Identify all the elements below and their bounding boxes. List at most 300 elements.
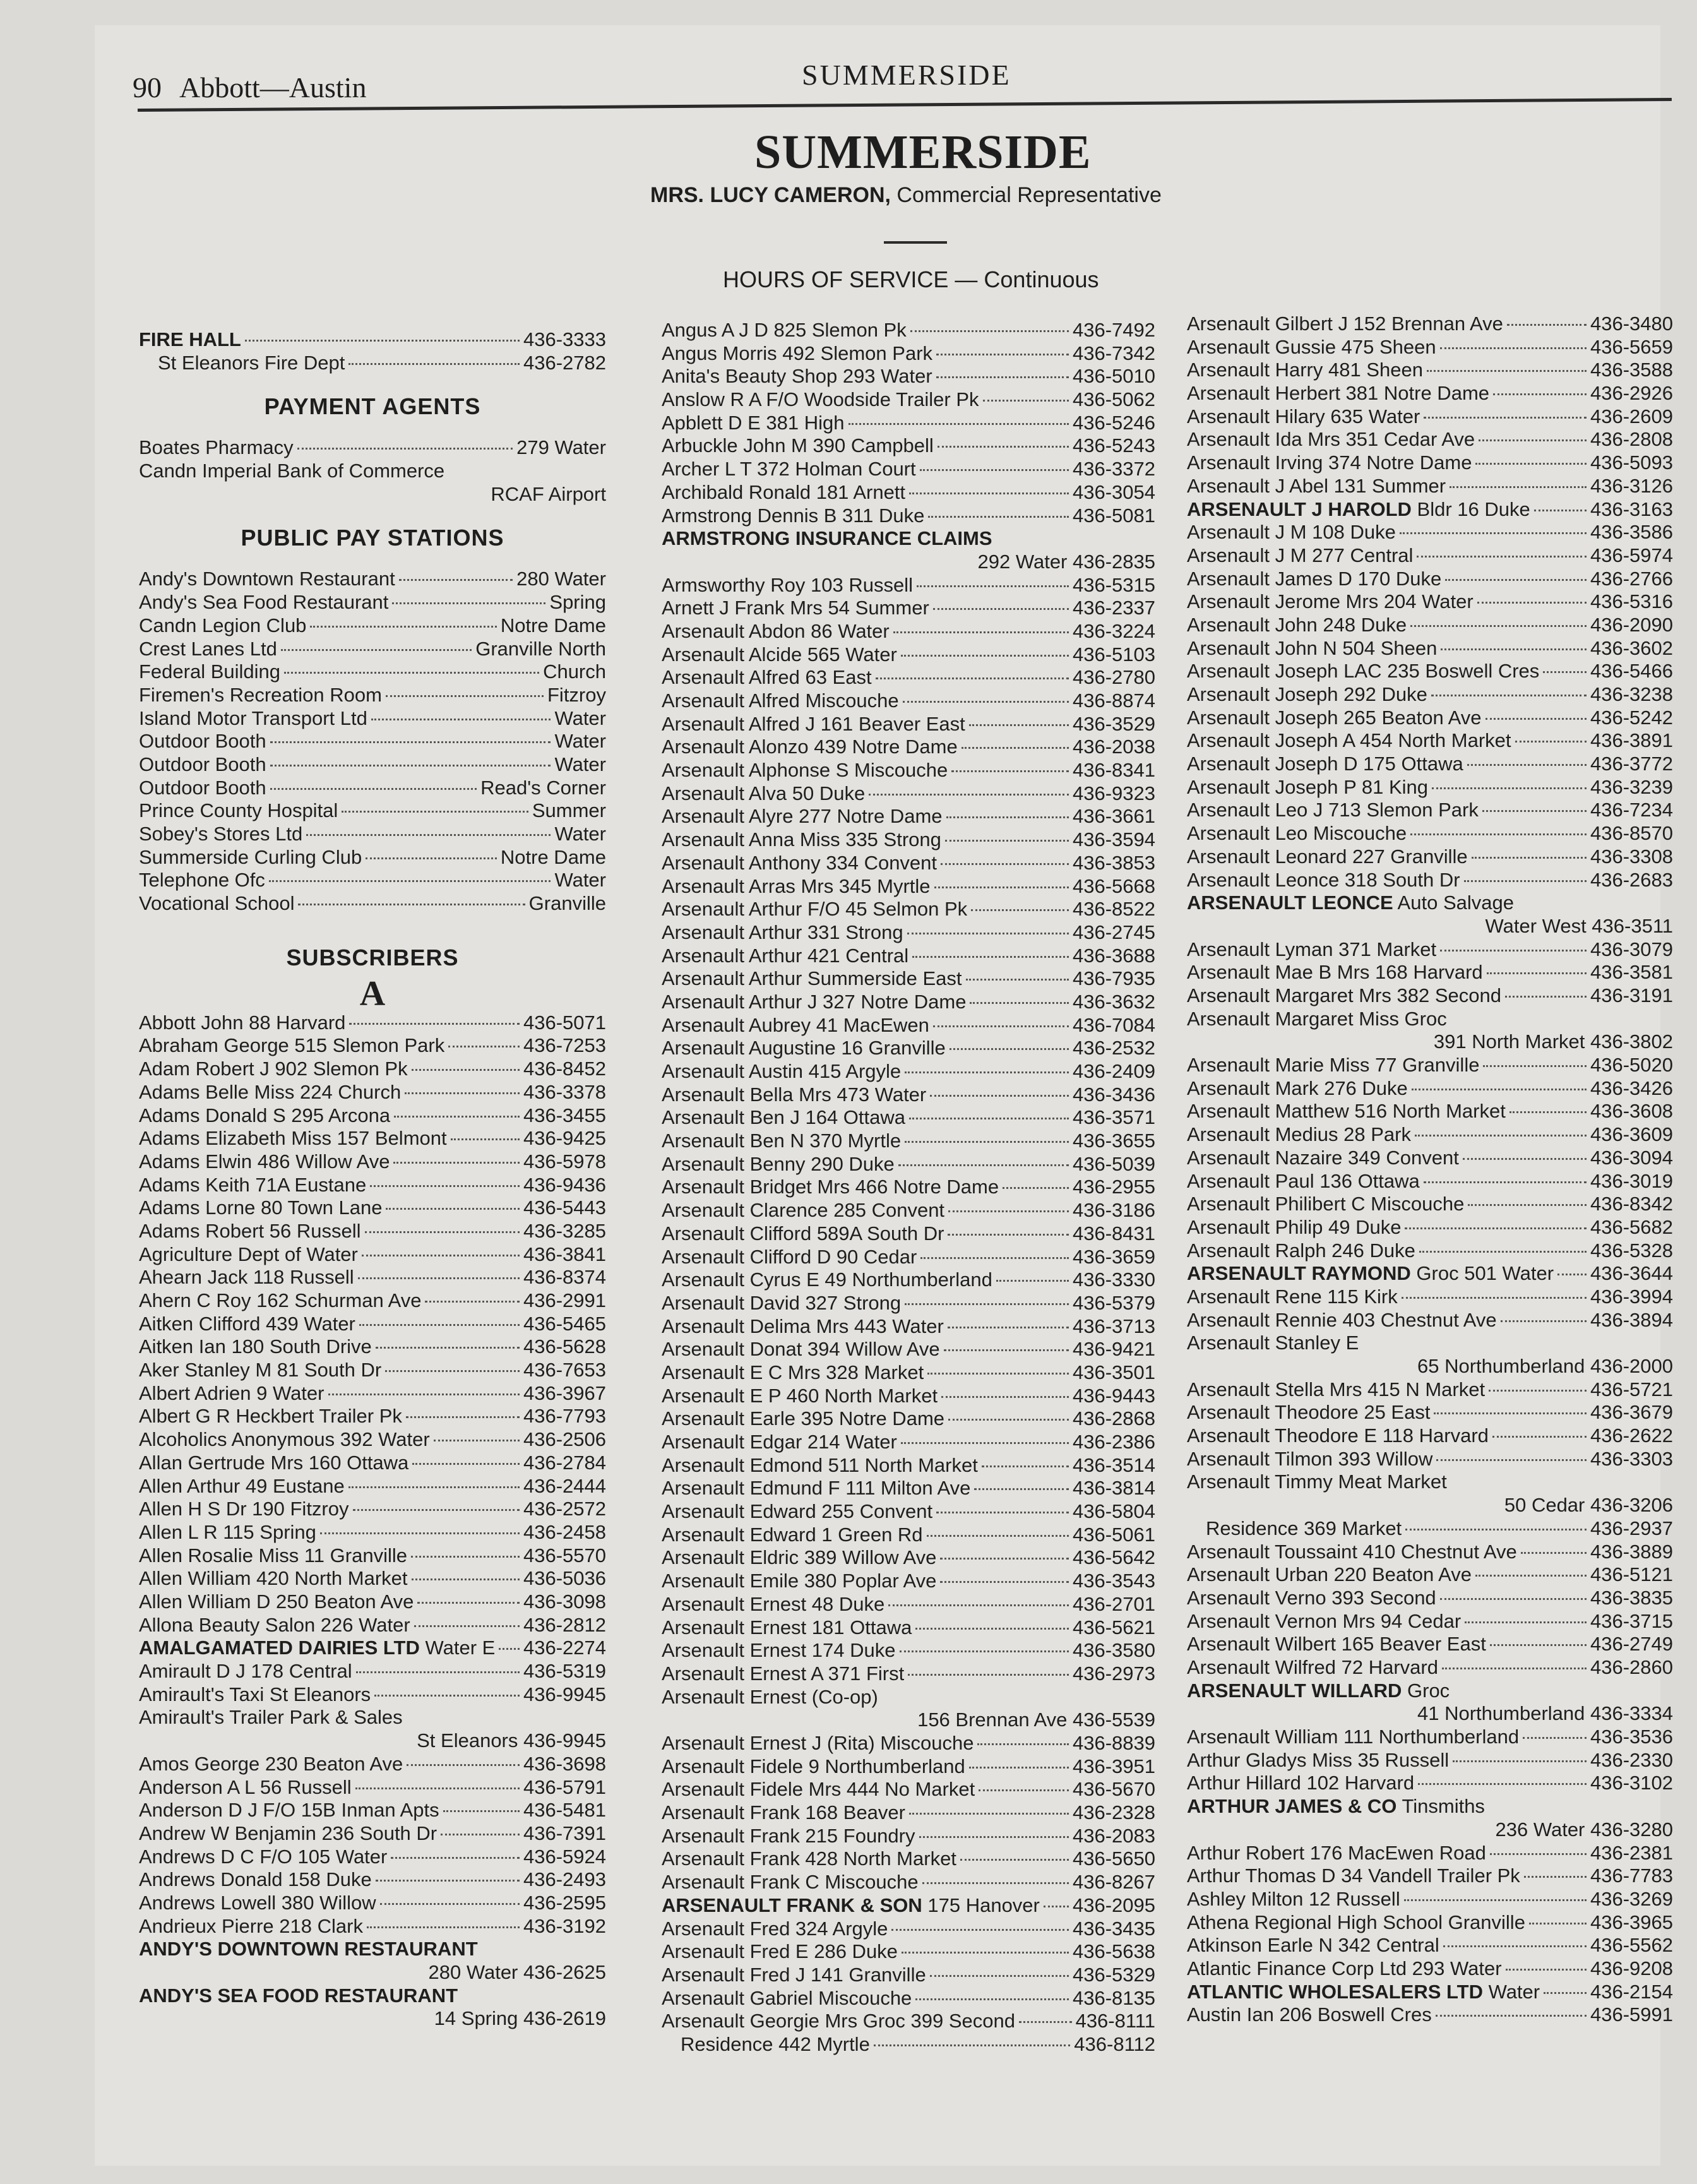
listing-phone: 436-8431 — [1072, 1222, 1155, 1244]
leader-dots — [1524, 1876, 1587, 1878]
listing-entry — [139, 328, 606, 352]
listing-name-text: Firemen's Recreation Room — [139, 683, 382, 706]
listing-entry — [139, 1243, 606, 1267]
leader-dots — [298, 904, 525, 905]
listing-phone: 436-5061 — [1072, 1523, 1155, 1546]
listing-phone: 436-5316 — [1590, 590, 1673, 613]
listing-entry — [662, 1477, 1155, 1500]
listing-phone: 436-5682 — [1590, 1215, 1673, 1238]
listing-phone: 436-3098 — [523, 1590, 606, 1613]
leader-dots — [412, 1069, 520, 1071]
listing-entry — [662, 1894, 1155, 1918]
leader-dots — [1432, 787, 1587, 789]
listing-address-phone: 14 Spring 436-2619 — [434, 2007, 606, 2030]
listing-entry — [1187, 1054, 1673, 1077]
listing-name-text: Arsenault Tilmon 393 Willow — [1187, 1447, 1433, 1470]
listing-name — [662, 412, 845, 435]
listing-name-text: Boates Pharmacy — [139, 436, 294, 459]
listing-phone: 436-3308 — [1590, 845, 1673, 868]
leader-dots — [1467, 764, 1587, 766]
listing-name — [139, 1846, 387, 1869]
listing-name — [1187, 707, 1482, 730]
listing-phone: 436-3333 — [523, 328, 606, 350]
listing-phone: 436-5071 — [523, 1011, 606, 1034]
listing-phone: 436-2784 — [523, 1451, 606, 1474]
leader-dots — [1486, 718, 1587, 720]
leader-dots — [306, 834, 551, 836]
listing-phone: 436-2701 — [1072, 1592, 1155, 1615]
listing-phone: 436-5650 — [1072, 1847, 1155, 1870]
listing-name-text: Arsenault John 248 Duke — [1187, 613, 1407, 636]
leader-dots — [951, 770, 1069, 772]
listing-name — [139, 660, 280, 684]
listing-name — [662, 1570, 936, 1593]
pay-stations-list — [139, 568, 606, 915]
listing-name — [662, 1268, 992, 1292]
page-number: 90 — [133, 71, 162, 104]
listing-name — [1187, 984, 1501, 1008]
listing-name-text: Allan Gertrude Mrs 160 Ottawa — [139, 1451, 409, 1474]
listing-name — [662, 689, 899, 713]
listing-entry — [662, 1546, 1155, 1570]
listing-name — [662, 1500, 932, 1524]
listing-name-text: Amirault's Taxi St Eleanors — [139, 1683, 371, 1705]
listing-name — [662, 1918, 888, 1941]
listing-name-text: Adams Elizabeth Miss 157 Belmont — [139, 1127, 447, 1150]
listing-entry — [1187, 1934, 1673, 1957]
leader-dots — [1019, 2021, 1072, 2023]
leader-dots — [905, 1303, 1069, 1305]
listing-phone: 436-2274 — [523, 1637, 606, 1659]
listing-name — [662, 458, 916, 481]
listing-entry — [662, 852, 1155, 875]
guide-words: Abbott—Austin — [179, 71, 367, 104]
listing-entry — [662, 1361, 1155, 1385]
listing-phone: 436-2154 — [1590, 1980, 1673, 2003]
listing-extra: Water — [1482, 1980, 1540, 2003]
listing-entry — [1187, 590, 1673, 614]
listing-name-text: Outdoor Booth — [139, 730, 266, 753]
listing-phone: 436-2780 — [1072, 666, 1155, 689]
listing-name-text: Adams Lorne 80 Town Lane — [139, 1196, 383, 1219]
listing-entry — [1187, 845, 1673, 869]
listing-name-text: Arsenault Urban 220 Beaton Ave — [1187, 1563, 1472, 1586]
listing-name-text: Crest Lanes Ltd — [139, 637, 277, 660]
listing-entry — [139, 777, 606, 800]
leader-dots — [434, 1440, 520, 1441]
listing-name-text: Arsenault Edmund F 111 Milton Ave — [662, 1477, 971, 1500]
listing-entry — [139, 1776, 606, 1799]
listing-phone: Fitzroy — [547, 683, 606, 706]
listing-entry — [1187, 544, 1673, 568]
leader-dots — [412, 1463, 520, 1465]
listing-phone: 436-3378 — [523, 1080, 606, 1103]
leader-dots — [874, 2044, 1070, 2046]
listing-entry — [1187, 1981, 1673, 2004]
listing-entry — [662, 1246, 1155, 1269]
listing-name-text: Arthur Robert 176 MacEwen Road — [1187, 1841, 1486, 1864]
leader-dots — [915, 1998, 1069, 2000]
listing-name-text: Arnett J Frank Mrs 54 Summer — [662, 597, 929, 619]
listing-entry — [1187, 614, 1673, 637]
listing-phone: 436-3772 — [1590, 753, 1673, 775]
listing-name — [1187, 1401, 1430, 1424]
listing-name-text: Andrew W Benjamin 236 South Dr — [139, 1822, 438, 1844]
listing-entry — [1187, 1008, 1673, 1054]
listing-entry — [662, 875, 1155, 898]
listing-entry — [1187, 1286, 1673, 1309]
listing-phone: Spring — [549, 591, 606, 614]
listing-entry — [662, 481, 1155, 504]
leader-dots — [950, 1048, 1069, 1050]
listing-phone: 436-3586 — [1590, 521, 1673, 544]
listing-name-text: Allona Beauty Salon 226 Water — [139, 1613, 410, 1636]
listing-phone: 436-5243 — [1072, 434, 1155, 457]
listing-entry — [662, 504, 1155, 528]
leader-dots — [1505, 996, 1587, 998]
listing-name-text: Allen Rosalie Miss 11 Granville — [139, 1544, 407, 1566]
listing-name-text: Aitken Clifford 439 Water — [139, 1312, 355, 1335]
listing-name — [662, 527, 1155, 551]
listing-name — [662, 1431, 897, 1454]
listing-name — [1187, 1842, 1486, 1865]
leader-dots — [407, 1764, 520, 1766]
listing-entry — [662, 1662, 1155, 1686]
listing-phone: 436-8342 — [1590, 1193, 1673, 1215]
listing-entry — [1187, 1239, 1673, 1263]
listing-phone: 436-5668 — [1072, 874, 1155, 897]
leader-dots — [848, 423, 1069, 425]
column-3 — [1187, 313, 1673, 2027]
leader-dots — [912, 956, 1069, 958]
leader-dots — [1405, 1529, 1587, 1531]
listing-phone: 436-5791 — [523, 1775, 606, 1798]
leader-dots — [970, 1002, 1069, 1004]
listing-address-phone: 280 Water 436-2625 — [428, 1961, 606, 1984]
listing-name — [139, 730, 266, 753]
listing-entry — [139, 1544, 606, 1568]
leader-dots — [353, 1509, 520, 1511]
listing-entry — [662, 1268, 1155, 1292]
listing-phone: Notre Dame — [500, 614, 606, 636]
listing-name-text: Prince County Hospital — [139, 799, 338, 822]
listing-name-text: Arsenault Arthur F/O 45 Selmon Pk — [662, 898, 968, 921]
leader-dots — [281, 649, 472, 651]
listing-name-text: Arsenault Vernon Mrs 94 Cedar — [1187, 1609, 1462, 1632]
listing-name-text: Adams Donald S 295 Arcona — [139, 1104, 391, 1126]
leader-dots — [386, 695, 544, 697]
listing-entry — [662, 1825, 1155, 1848]
leader-dots — [269, 880, 551, 882]
listing-name — [139, 892, 294, 916]
leader-dots — [1543, 671, 1587, 673]
listing-name — [139, 1220, 361, 1243]
listing-entry — [662, 1014, 1155, 1037]
leader-dots — [945, 840, 1069, 842]
listing-entry — [139, 660, 606, 684]
listing-entry — [1187, 405, 1673, 429]
listing-entry — [1187, 1216, 1673, 1239]
listing-entry — [139, 1799, 606, 1822]
listing-entry — [1187, 498, 1673, 522]
listing-name — [139, 1521, 316, 1544]
listing-phone: 280 Water — [516, 568, 606, 590]
listing-entry — [1187, 799, 1673, 822]
leader-dots — [1479, 439, 1587, 441]
listing-name-text: ARSENAULT WILLARD — [1187, 1679, 1402, 1702]
listing-entry — [662, 1801, 1155, 1825]
listing-name — [662, 434, 934, 458]
listing-entry — [662, 2010, 1155, 2033]
listing-phone: 436-5036 — [523, 1567, 606, 1590]
listing-name — [662, 1987, 912, 2010]
listing-entry — [1187, 1633, 1673, 1656]
listing-entry — [662, 342, 1155, 366]
listing-entry — [662, 1222, 1155, 1246]
leader-dots — [1443, 1945, 1587, 1947]
listing-entry — [139, 1753, 606, 1776]
listing-name-text: Arsenault Georgie Mrs Groc 399 Second — [662, 2010, 1015, 2032]
leader-dots — [376, 1347, 520, 1349]
listing-entry — [662, 1940, 1155, 1964]
leader-dots — [1431, 695, 1587, 696]
listing-phone: 436-3967 — [523, 1381, 606, 1404]
leader-dots — [1445, 579, 1587, 581]
listing-name — [1187, 1448, 1432, 1471]
listing-name — [662, 620, 890, 643]
listing-name — [662, 1037, 946, 1060]
leader-dots — [936, 1512, 1069, 1513]
listing-entry — [1187, 1911, 1673, 1935]
listing-phone: 436-7793 — [523, 1405, 606, 1428]
listing-name-text: Athena Regional High School Granville — [1187, 1911, 1525, 1933]
leader-dots — [893, 631, 1069, 633]
listing-phone: 436-9436 — [523, 1173, 606, 1196]
listing-entry — [139, 1892, 606, 1915]
listing-entry — [662, 736, 1155, 759]
leader-dots — [919, 1836, 1069, 1838]
listing-name — [139, 1382, 325, 1405]
listing-name — [1187, 382, 1489, 405]
listing-name — [139, 1799, 439, 1822]
listing-phone: 436-2095 — [1072, 1894, 1155, 1916]
listing-phone: 436-3608 — [1590, 1100, 1673, 1123]
listing-phone: 436-2782 — [523, 351, 606, 374]
leader-dots — [901, 1442, 1069, 1444]
listing-address-phone: 65 Northumberland 436-2000 — [1417, 1355, 1673, 1378]
listing-name — [1187, 938, 1436, 962]
leader-dots — [1477, 602, 1587, 604]
listing-phone: 436-3965 — [1590, 1911, 1673, 1933]
listing-name — [662, 2010, 1015, 2033]
listing-entry — [139, 1984, 606, 2031]
listing-name-text: Arsenault Hilary 635 Water — [1187, 405, 1420, 427]
listing-phone: 436-3602 — [1590, 636, 1673, 659]
listing-name-text: Arsenault Aubrey 41 MacEwen — [662, 1013, 929, 1036]
listing-phone: 436-5924 — [523, 1845, 606, 1868]
leader-dots — [909, 492, 1069, 494]
listing-entry — [662, 1338, 1155, 1361]
leader-dots — [941, 1396, 1069, 1398]
listing-name-text: Arsenault Alfred J 161 Beaver East — [662, 712, 965, 735]
listing-entry — [662, 574, 1155, 597]
listing-phone: 436-2868 — [1072, 1407, 1155, 1430]
listing-entry — [139, 1614, 606, 1637]
listing-entry — [662, 898, 1155, 921]
listing-name-text: Adams Keith 71A Eustane — [139, 1173, 367, 1196]
listing-extra: Auto Salvage — [1393, 892, 1514, 914]
listing-name — [662, 1940, 898, 1964]
listing-entry — [1187, 961, 1673, 984]
leader-dots — [1442, 1668, 1587, 1669]
listing-phone: Granville North — [475, 637, 606, 660]
leader-dots — [1424, 417, 1587, 419]
listing-name-text: Adam Robert J 902 Slemon Pk — [139, 1058, 408, 1080]
listing-name-text: Anita's Beauty Shop 293 Water — [662, 365, 932, 388]
listing-entry — [662, 1639, 1155, 1662]
listing-name — [1187, 1610, 1461, 1633]
listing-entry — [139, 591, 606, 614]
listing-phone: 436-3715 — [1590, 1609, 1673, 1632]
leader-dots — [920, 469, 1069, 471]
listing-phone: 436-3126 — [1590, 474, 1673, 497]
listing-name-text: ARSENAULT LEONCE — [1187, 892, 1393, 914]
listing-phone: 436-5039 — [1072, 1152, 1155, 1175]
listing-phone: 436-3224 — [1072, 619, 1155, 642]
listing-phone: 436-3426 — [1590, 1077, 1673, 1099]
leader-dots — [1412, 1089, 1587, 1090]
listing-phone: 436-5319 — [523, 1660, 606, 1683]
listing-name-text: Outdoor Booth — [139, 753, 266, 775]
listing-entry — [1187, 1471, 1673, 1517]
listing-name — [1187, 1911, 1525, 1935]
leader-dots — [392, 602, 545, 604]
listing-phone: 436-2444 — [523, 1474, 606, 1497]
listing-entry — [139, 1289, 606, 1313]
listing-entry — [662, 713, 1155, 736]
listing-phone: 436-5562 — [1590, 1934, 1673, 1957]
listing-name-text: Agriculture Dept of Water — [139, 1243, 358, 1265]
listing-name — [139, 591, 388, 614]
leader-dots — [362, 1255, 520, 1256]
leader-dots — [1490, 1644, 1587, 1646]
listing-entry — [139, 1706, 606, 1752]
leader-dots — [1489, 1390, 1587, 1392]
listing-name-text: Outdoor Booth — [139, 776, 266, 799]
listing-phone: 436-3891 — [1590, 729, 1673, 752]
listing-name-text: Arsenault Herbert 381 Notre Dame — [1187, 382, 1490, 405]
listing-name — [662, 1477, 970, 1500]
running-head — [133, 71, 366, 104]
leader-dots — [983, 400, 1069, 402]
listing-name — [1187, 1424, 1489, 1448]
listing-phone: 436-3594 — [1072, 828, 1155, 851]
listing-name — [1187, 1888, 1400, 1911]
listing-extra: Tinsmiths — [1396, 1795, 1485, 1818]
listing-name-text: Aker Stanley M 81 South Dr — [139, 1359, 382, 1381]
listing-name — [139, 1567, 408, 1590]
listing-name-text: Arthur Gladys Miss 35 Russell — [1187, 1748, 1450, 1771]
listing-name — [662, 828, 941, 852]
listing-entry — [1187, 1842, 1673, 1865]
listing-name-text: Arsenault David 327 Strong — [662, 1291, 902, 1314]
leader-dots — [1463, 1158, 1587, 1160]
leader-dots — [888, 1604, 1069, 1606]
listing-name-text: Arsenault Clifford D 90 Cedar — [662, 1245, 917, 1268]
listing-name-text: Arsenault Gilbert J 152 Brennan Ave — [1187, 313, 1503, 335]
listing-name-text: Arsenault Arthur Summerside East — [662, 967, 962, 990]
listing-entry — [139, 1660, 606, 1683]
listing-entry — [1187, 1680, 1673, 1726]
listing-entry — [662, 921, 1155, 945]
listing-phone: 436-5465 — [523, 1312, 606, 1335]
listing-name-text: Angus A J D 825 Slemon Pk — [662, 319, 907, 341]
listing-phone: 436-3609 — [1590, 1123, 1673, 1146]
listing-entry — [662, 782, 1155, 806]
listing-name — [139, 1313, 355, 1336]
leader-dots — [1418, 1783, 1587, 1785]
listing-name-text: Austin Ian 206 Boswell Cres — [1187, 2003, 1432, 2026]
listing-name — [662, 1755, 965, 1779]
listing-entry — [662, 1130, 1155, 1153]
listing-entry — [1187, 451, 1673, 475]
listing-name — [662, 319, 907, 342]
listing-name — [139, 1289, 421, 1313]
leader-dots — [443, 1810, 520, 1812]
listing-name-text: Arthur Thomas D 34 Vandell Trailer Pk — [1187, 1865, 1520, 1887]
listing-name-text: FIRE HALL — [139, 328, 241, 350]
leader-dots — [1507, 324, 1587, 326]
listing-name-text: Arsenault Arthur 421 Central — [662, 944, 909, 967]
leader-dots — [1003, 1187, 1069, 1189]
listing-phone: 436-3713 — [1072, 1315, 1155, 1337]
listing-phone: 436-5481 — [523, 1799, 606, 1822]
leader-dots — [948, 1234, 1069, 1236]
listing-name — [1187, 1170, 1420, 1193]
leader-dots — [982, 1465, 1069, 1467]
listing-name-text: Archer L T 372 Holman Court — [662, 458, 916, 480]
listing-entry — [139, 869, 606, 892]
listing-phone: 436-8570 — [1590, 822, 1673, 845]
listing-entry — [662, 1083, 1155, 1107]
listing-name-text: Anderson D J F/O 15B Inman Apts — [139, 1799, 439, 1822]
listing-name — [662, 504, 924, 528]
listing-name — [662, 1801, 905, 1825]
listing-entry — [662, 597, 1155, 620]
listing-name — [1187, 1054, 1479, 1077]
listing-phone: 279 Water — [516, 436, 606, 459]
listing-phone: 436-3435 — [1072, 1917, 1155, 1940]
listing-name-text: Anderson A L 56 Russell — [139, 1775, 352, 1798]
listing-name-text: Arsenault William 111 Northumberland — [1187, 1726, 1520, 1748]
leader-dots — [376, 1880, 520, 1882]
listing-name — [662, 921, 903, 945]
leader-dots — [948, 1210, 1069, 1212]
listing-name-text: Arsenault Irving 374 Notre Dame — [1187, 451, 1472, 474]
listing-name-text: Arsenault Frank C Miscouche — [662, 1871, 919, 1894]
listing-entry — [139, 1590, 606, 1614]
listing-entry — [139, 1683, 606, 1707]
listing-name-text: Arsenault Frank 215 Foundry — [662, 1824, 915, 1847]
leader-dots — [946, 816, 1069, 818]
listing-name-text: ANDY'S DOWNTOWN RESTAURANT — [139, 1938, 478, 1960]
listing-phone: 436-9323 — [1072, 782, 1155, 804]
listing-phone: 436-3455 — [523, 1104, 606, 1126]
listing-phone: 436-5121 — [1590, 1563, 1673, 1586]
listing-name-text: Arsenault E C Mrs 328 Market — [662, 1361, 924, 1383]
listing-name-text: Arsenault Fred 324 Argyle — [662, 1917, 888, 1940]
listing-name-text: Arsenault Nazaire 349 Convent — [1187, 1146, 1459, 1169]
